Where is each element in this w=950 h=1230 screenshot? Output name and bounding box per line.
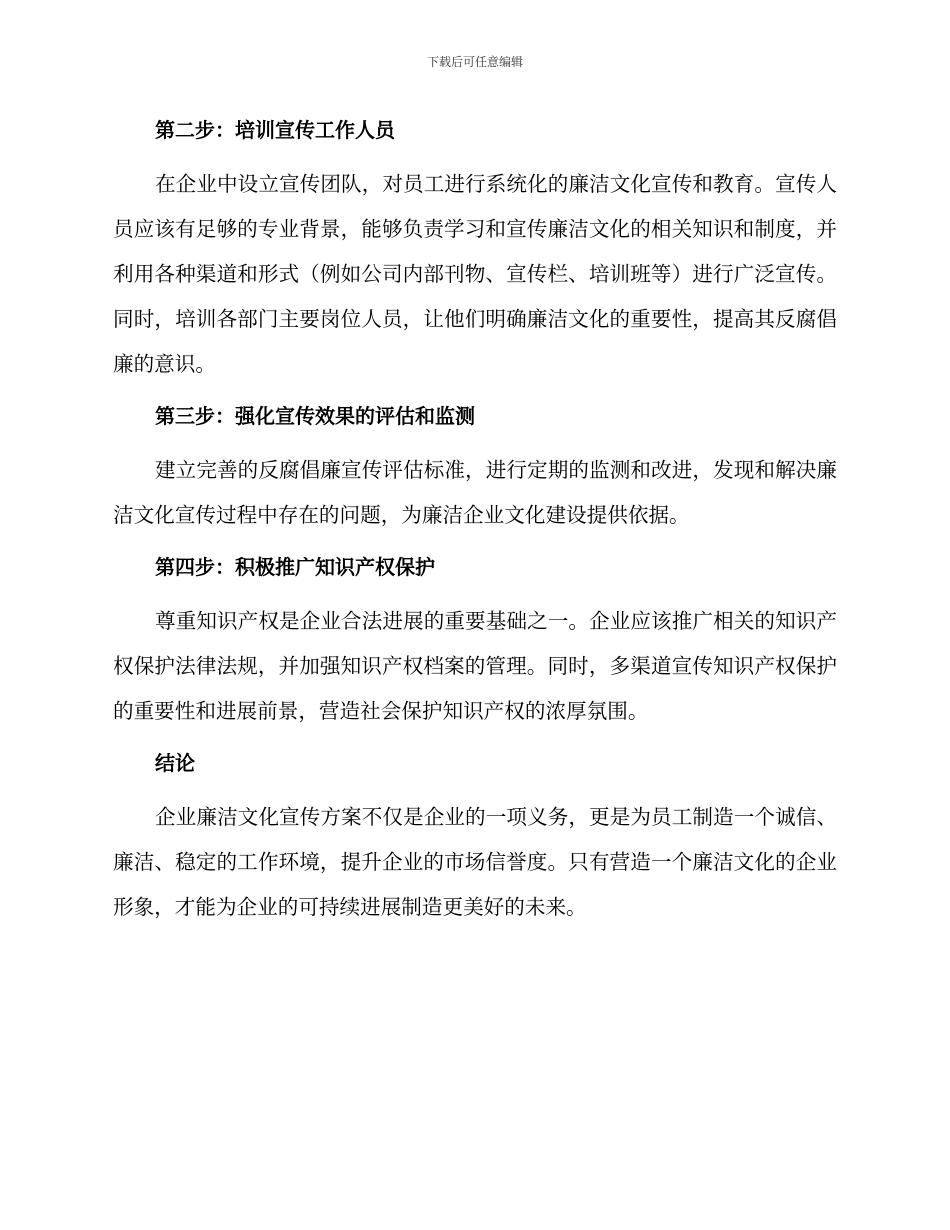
section-heading-step2: 第二步：培训宣传工作人员	[155, 118, 395, 142]
section-heading-step3: 第三步：强化宣传效果的评估和监测	[155, 404, 475, 428]
section-paragraph-step2: 在企业中设立宣传团队，对员工进行系统化的廉洁文化宣传和教育。宣传人员应该有足够的专业背景，能够负责学习和宣传廉洁文化的相关知识和制度，并利用各种渠道和形式（例如公司内部刊物、宣传栏、培训班等）进行广泛宣传。同时，培训各部门主要岗位人员，让他们明确廉洁文化的重要性，提高其反腐倡廉的意识。	[113, 172, 837, 376]
section-paragraph-conclusion: 企业廉洁文化宣传方案不仅是企业的一项义务，更是为员工制造一个诚信、廉洁、稳定的工作环境，提升企业的市场信誉度。只有营造一个廉洁文化的企业形象，才能为企业的可持续进展制造更美好的未来。	[113, 805, 837, 919]
document-body	[113, 112, 837, 930]
section-heading-step4: 第四步：积极推广知识产权保护	[155, 555, 435, 579]
section-paragraph-step3: 建立完善的反腐倡廉宣传评估标准，进行定期的监测和改进，发现和解决廉洁文化宣传过程中存在的问题，为廉洁企业文化建设提供依据。	[113, 458, 837, 527]
section-paragraph-step4: 尊重知识产权是企业合法进展的重要基础之一。企业应该推广相关的知识产权保护法律法规，并加强知识产权档案的管理。同时，多渠道宣传知识产权保护的重要性和进展前景，营造社会保护知识产权的浓厚氛围。	[113, 609, 837, 723]
page-header: 下载后可任意编辑	[426, 55, 523, 69]
section-heading-conclusion: 结论	[155, 751, 195, 775]
